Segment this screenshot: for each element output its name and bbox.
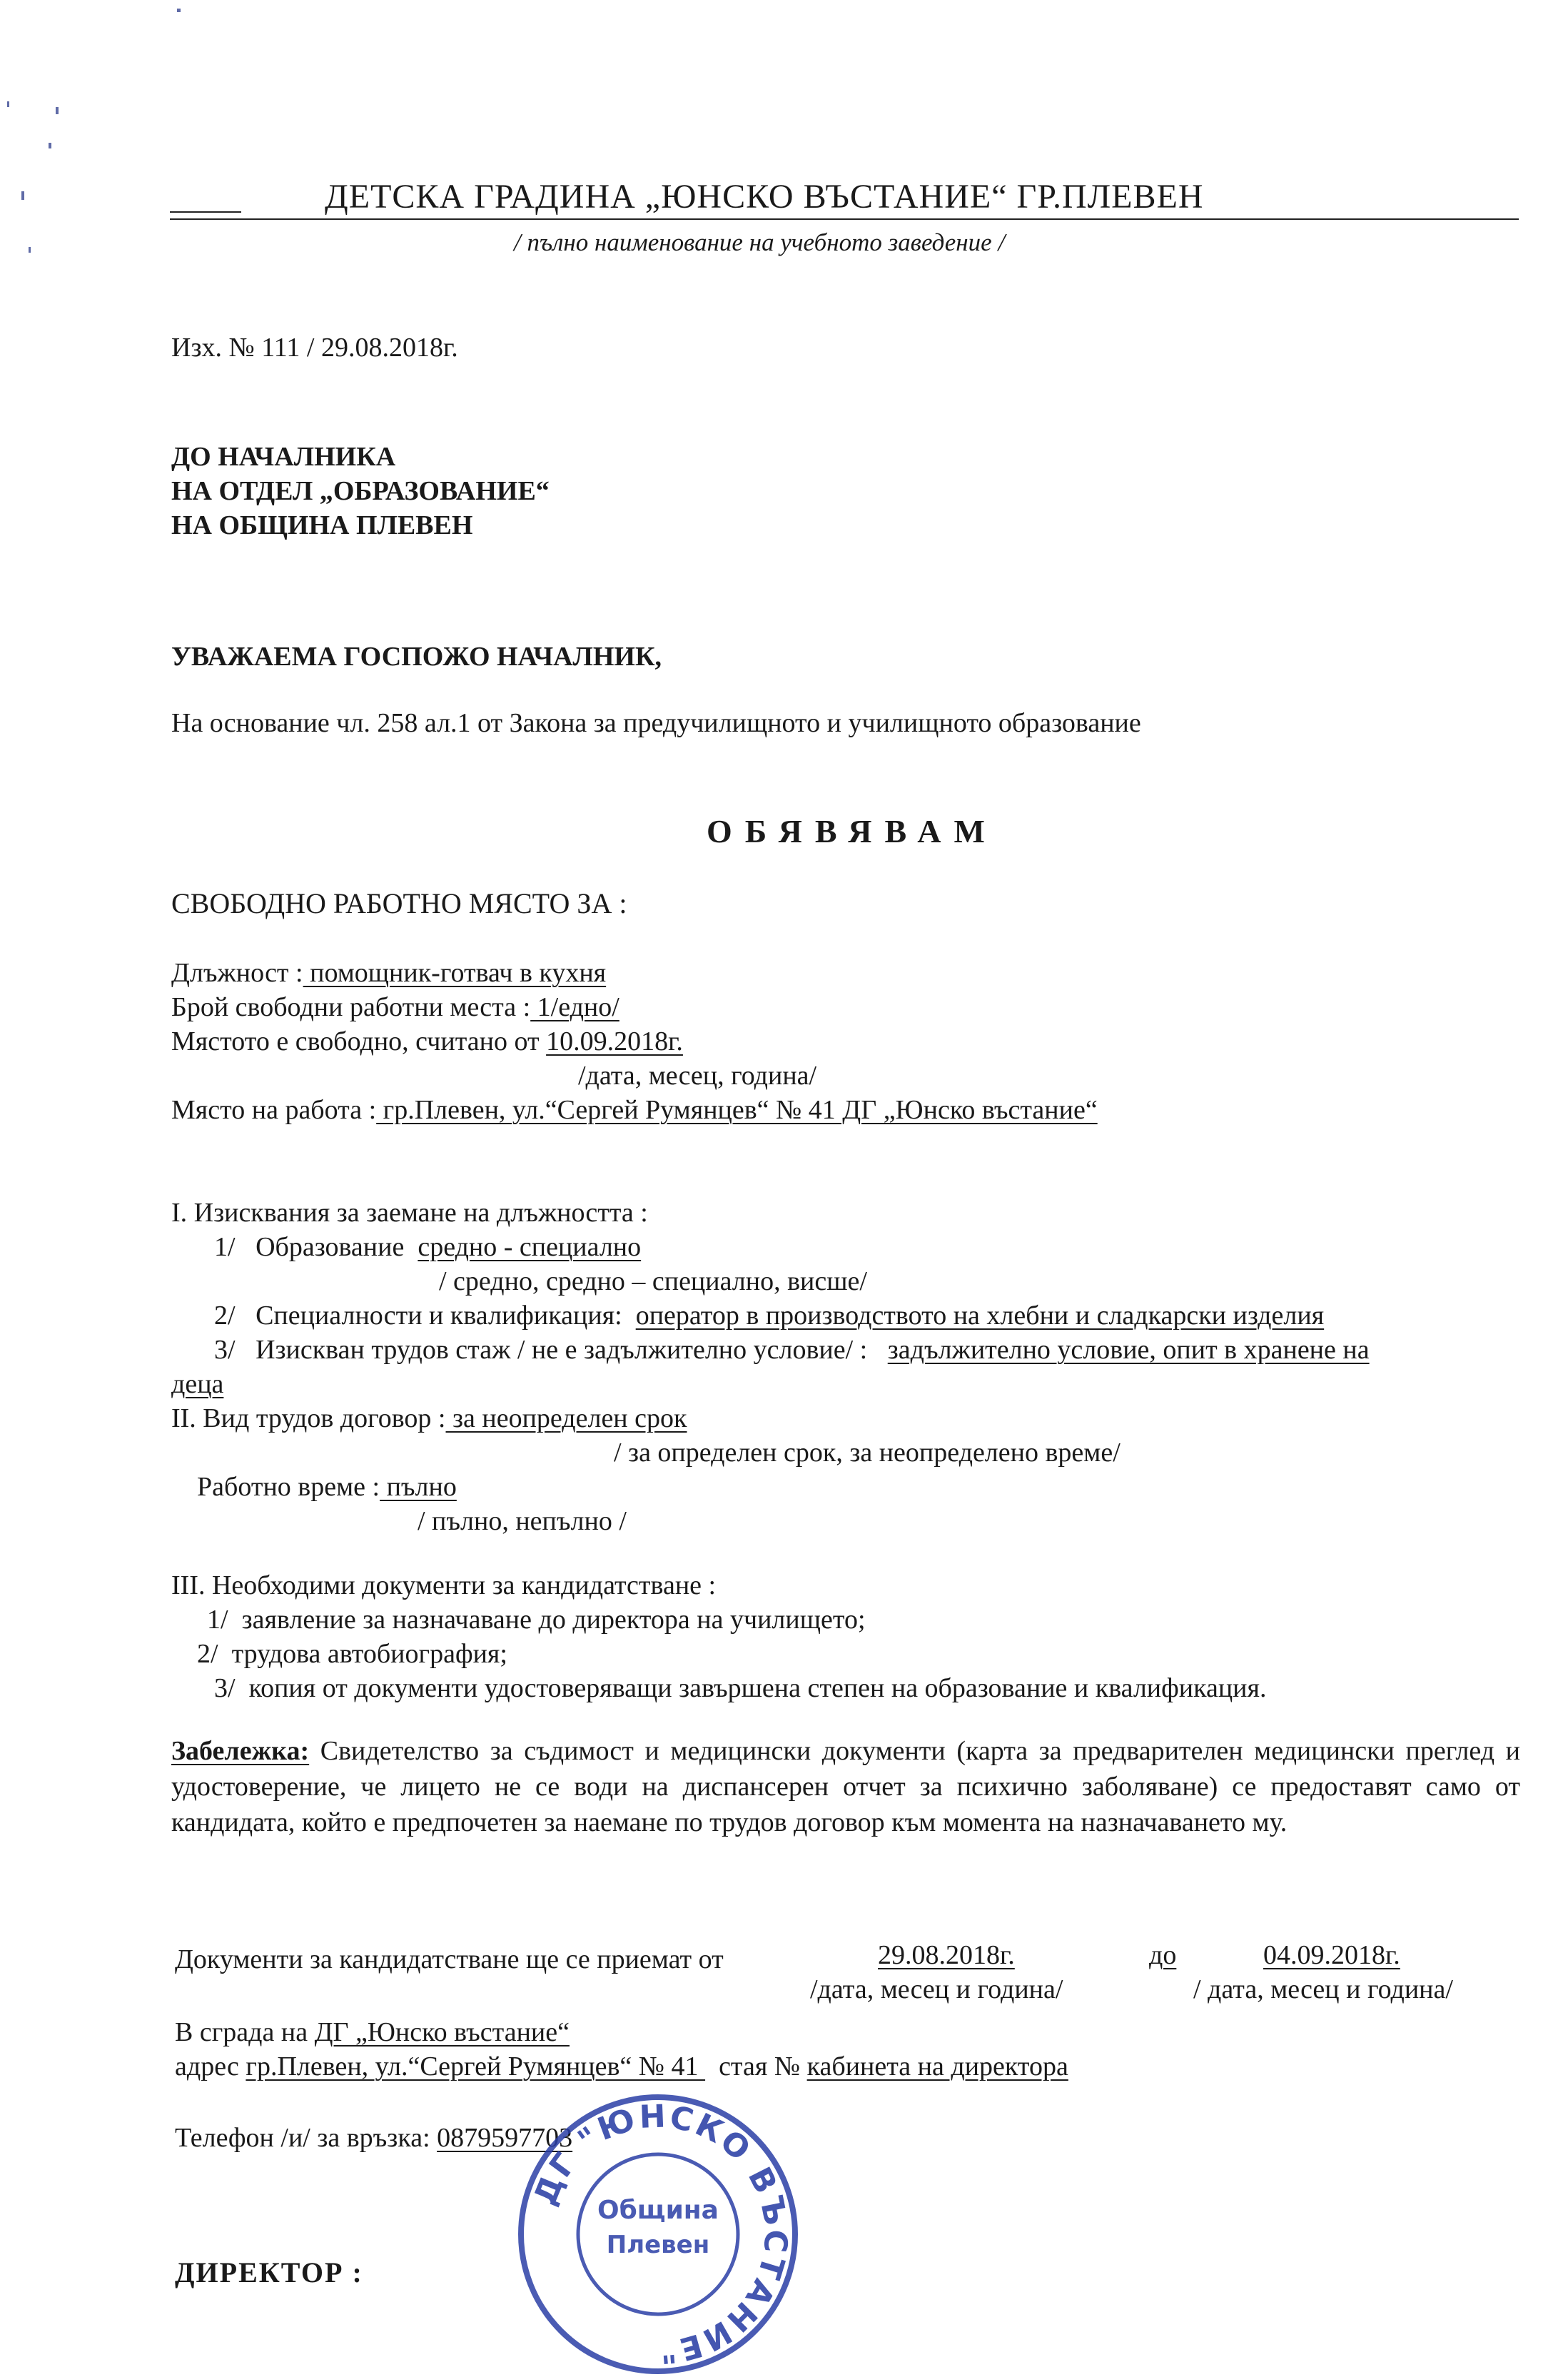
scan-speck — [49, 143, 51, 148]
phone-row — [175, 2121, 572, 2154]
director-label: ДИРЕКТОР : — [175, 2256, 363, 2288]
announce-heading: ОБЯВЯВАМ — [707, 813, 998, 849]
acceptance-from-hint: /дата, месец и година/ — [810, 1974, 1063, 2004]
scan-speck — [56, 107, 59, 114]
stamp-center-line2: Плевен — [606, 2231, 710, 2259]
note-paragraph — [171, 1733, 1520, 1840]
addressee-line: ДО НАЧАЛНИКА — [171, 442, 396, 472]
specialty-label: Специалности и квалификация: — [256, 1301, 622, 1331]
contract-row — [171, 1402, 687, 1435]
free-from-value: 10.09.2018г. — [546, 1026, 683, 1056]
acceptance-from: 29.08.2018г. — [878, 1940, 1015, 1970]
education-row — [214, 1231, 641, 1263]
institution-stamp — [515, 2091, 801, 2377]
count-row — [171, 991, 619, 1024]
free-from-label: Мястото е свободно, считано от — [171, 1026, 540, 1056]
document-item-num: 3/ — [214, 1673, 236, 1703]
scan-speck — [21, 191, 24, 200]
education-value: средно - специално — [418, 1232, 642, 1262]
worktime-hint: / пълно, непълно / — [418, 1506, 627, 1536]
legal-basis: На основание чл. 258 ал.1 от Закона за предучилищното и училищното образование — [171, 708, 1141, 738]
position-label: Длъжност : — [171, 958, 303, 988]
room-value: кабинета на директора — [806, 2052, 1068, 2081]
experience-row — [214, 1333, 1370, 1366]
contract-label: II. Вид трудов договор : — [171, 1403, 446, 1433]
count-label: Брой свободни работни места : — [171, 992, 531, 1022]
experience-value-line2: деца — [171, 1369, 224, 1399]
scan-speck — [29, 247, 31, 253]
education-num: 1/ — [214, 1232, 236, 1262]
position-value: помощник-готвач в кухня — [303, 958, 607, 988]
addressee-line: НА ОБЩИНА ПЛЕВЕН — [171, 510, 473, 540]
worktime-value: пълно — [380, 1472, 457, 1502]
specialty-value: оператор в производството на хлебни и сладкарски изделия — [635, 1301, 1325, 1331]
document-item-text: заявление за назначаване до директора на училището; — [241, 1605, 866, 1635]
room-label: стая № — [719, 2052, 801, 2081]
salutation: УВАЖАЕМА ГОСПОЖО НАЧАЛНИК, — [171, 642, 662, 672]
vacancy-heading: СВОБОДНО РАБОТНО МЯСТО ЗА : — [171, 887, 627, 919]
count-value: 1/едно/ — [530, 992, 619, 1022]
free-from-hint: /дата, месец, година/ — [578, 1061, 817, 1091]
specialty-num: 2/ — [214, 1301, 236, 1331]
building-row — [175, 2016, 570, 2049]
document-item-text: трудова автобиография; — [231, 1639, 507, 1669]
experience-num: 3/ — [214, 1335, 236, 1365]
contract-hint: / за определен срок, за неопределено време/ — [614, 1438, 1121, 1468]
scan-speck — [7, 101, 9, 107]
workplace-value: гр.Плевен, ул.“Сергей Румянцев“ № 41 ДГ „Юнско въстание“ — [376, 1095, 1098, 1125]
document-item-num: 2/ — [197, 1639, 218, 1669]
experience-value: задължително условие, опит в хранене на — [887, 1335, 1370, 1365]
documents-heading: III. Необходими документи за кандидатстване : — [171, 1570, 717, 1600]
experience-label: Изискван трудов стаж / не е задължително условие/ : — [256, 1335, 868, 1365]
address-value: гр.Плевен, ул.“Сергей Румянцев“ № 41 — [246, 2052, 706, 2081]
contract-value: за неопределен срок — [445, 1403, 687, 1433]
workplace-label: Място на работа : — [171, 1095, 377, 1125]
workplace-row — [171, 1094, 1098, 1126]
stamp-ring-text: ДГ "ЮНСКО ВЪСТАНИЕ" — [527, 2098, 794, 2371]
experience-value-cont — [171, 1368, 223, 1401]
acceptance-to-hint: / дата, месец и година/ — [1193, 1974, 1453, 2004]
institution-hint: / пълно наименование на учебното заведение / — [514, 228, 1006, 256]
scan-speck — [177, 9, 181, 12]
acceptance-to-word: до — [1149, 1940, 1177, 1970]
specialty-row — [214, 1299, 1324, 1332]
phone-value: 0879597703 — [437, 2123, 573, 2153]
note-label: Забележка: — [171, 1736, 310, 1766]
position-row — [171, 957, 606, 989]
document-item-text: копия от документи удостоверяващи завършена степен на образование и квалификация. — [248, 1673, 1267, 1703]
document-item — [214, 1672, 1267, 1705]
address-label: адрес — [175, 2052, 239, 2081]
requirements-heading: I. Изисквания за заемане на длъжността : — [171, 1198, 648, 1228]
header-rule — [170, 218, 1519, 220]
note-text: Свидетелство за съдимост и медицински документи (карта за предварителен медицински преглед и удостоверение, че лицето не се води на диспансерен отчет за психично заболяване) се предоставят само от кандидата, който е предпочетен за наемане по трудов договор към момента на назначаването му. — [171, 1736, 1520, 1837]
free-from-row — [171, 1025, 683, 1058]
worktime-label: Работно време : — [197, 1472, 380, 1502]
acceptance-to: 04.09.2018г. — [1263, 1940, 1400, 1970]
document-item-num: 1/ — [207, 1605, 228, 1635]
acceptance-label: Документи за кандидатстване ще се приемат от — [175, 1944, 724, 1974]
worktime-row — [197, 1470, 457, 1503]
address-row — [175, 2050, 1068, 2083]
stamp-center-line1: Община — [597, 2196, 719, 2225]
document-item — [207, 1603, 866, 1636]
outgoing-reference: Изх. № 111 / 29.08.2018г. — [171, 333, 458, 363]
institution-name: ДЕТСКА ГРАДИНА „ЮНСКО ВЪСТАНИЕ“ ГР.ПЛЕВЕН — [325, 178, 1204, 216]
building-value: ДГ „Юнско въстание“ — [314, 2017, 570, 2047]
addressee-line: НА ОТДЕЛ „ОБРАЗОВАНИЕ“ — [171, 476, 550, 506]
building-label: В сграда на — [175, 2017, 308, 2047]
education-hint: / средно, средно – специално, висше/ — [439, 1266, 867, 1296]
document-item — [197, 1637, 507, 1670]
phone-label: Телефон /и/ за връзка: — [175, 2123, 430, 2153]
header-rule — [170, 211, 241, 213]
education-label: Образование — [256, 1232, 405, 1262]
